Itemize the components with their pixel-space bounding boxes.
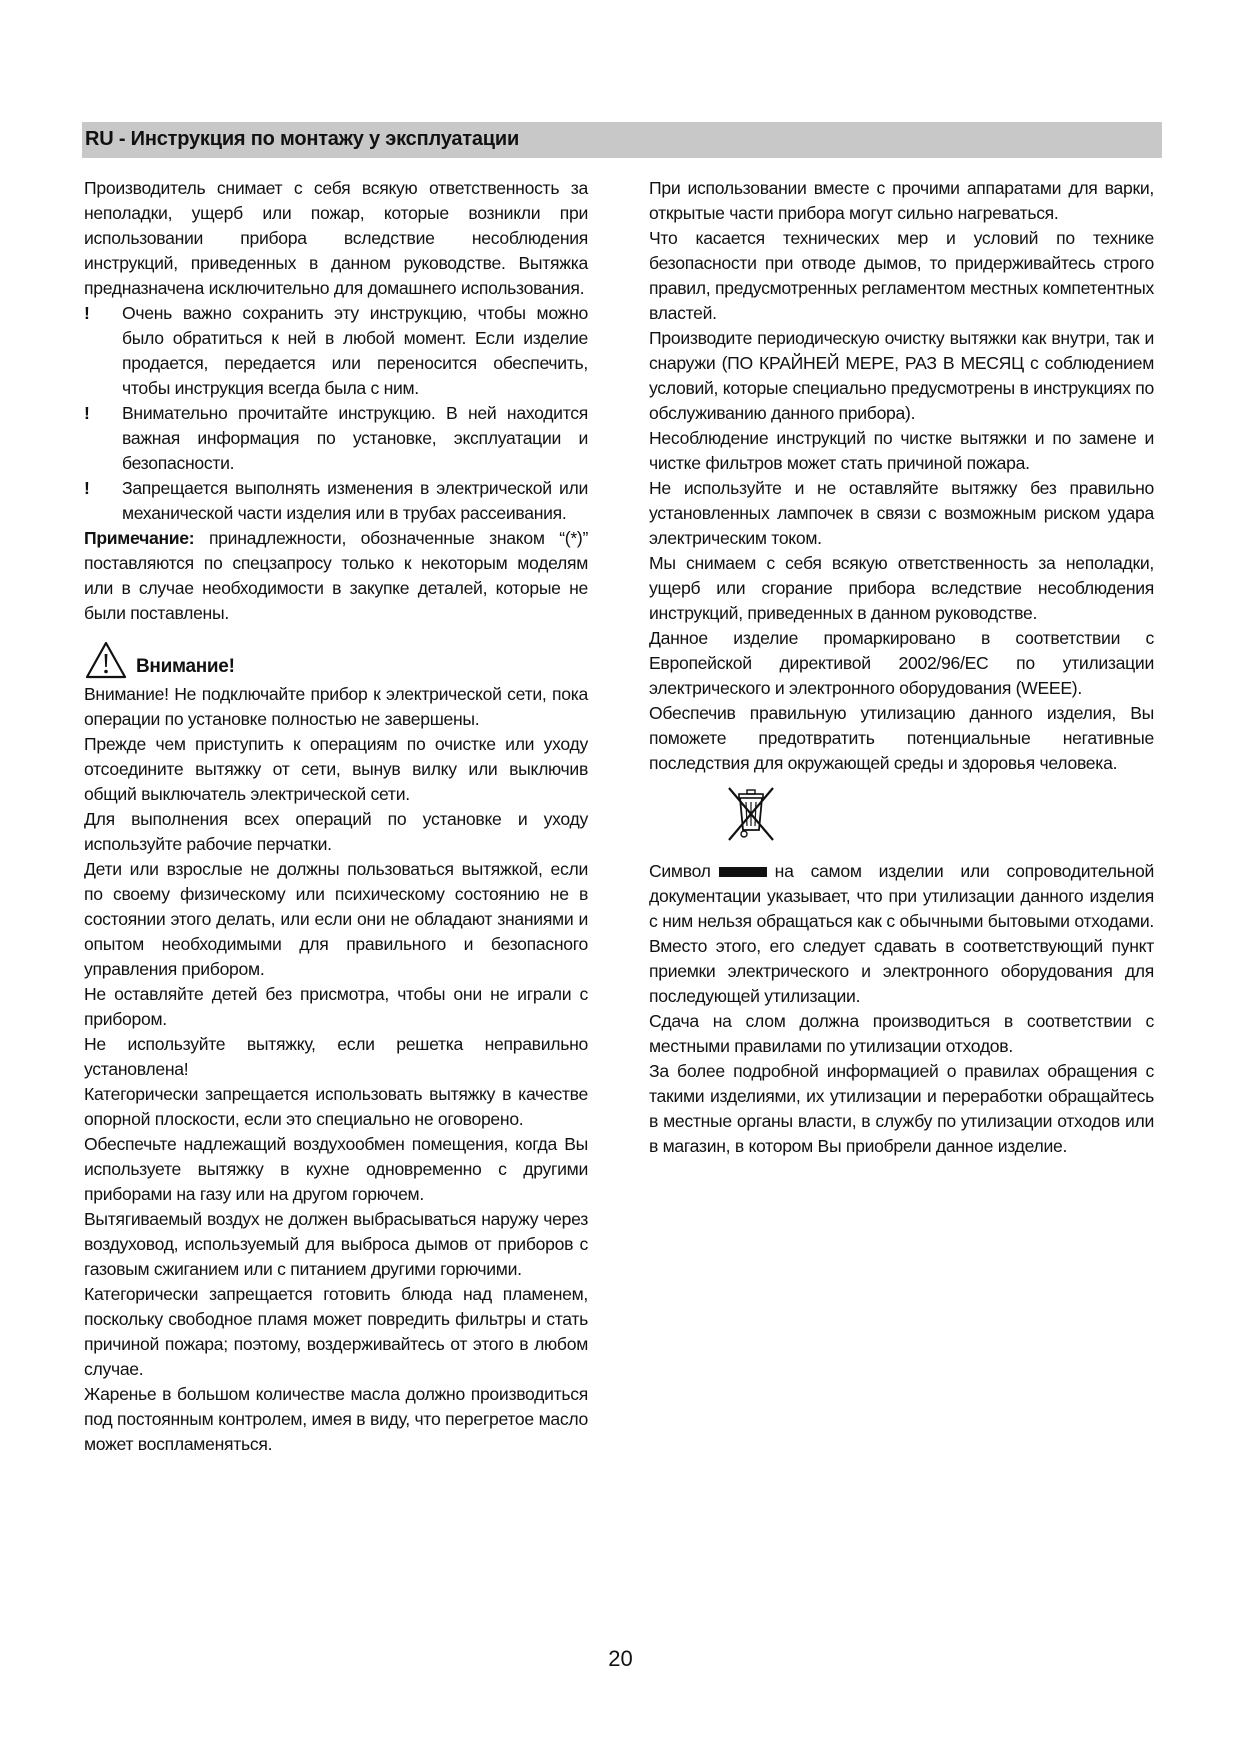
warning-item <box>84 401 588 476</box>
attention-heading <box>84 640 588 680</box>
warning-triangle-icon <box>84 640 128 680</box>
safety-paragraph: Не оставляйте детей без присмотра, чтобы они не играли с прибором. <box>84 984 588 1029</box>
page-number: 20 <box>608 1646 633 1671</box>
note-label: Примечание: <box>84 528 195 548</box>
safety-paragraph: Для выполнения всех операций по установке и уходу используйте рабочие перчатки. <box>84 809 588 854</box>
warning-text: Очень важно сохранить эту инструкцию, чтобы можно было обратиться к ней в любой момент. Если изделие продается, передается или переносится обеспечить, чтобы инструкция всегда была с ним. <box>122 303 588 398</box>
safety-paragraph: Вытягиваемый воздух не должен выбрасываться наружу через воздуховод, используемый для выброса дымов от приборов с газовым сжиганием или с питанием другими горючими. <box>84 1209 588 1279</box>
right-paragraph: Не используйте и не оставляйте вытяжку без правильно установленных лампочек в связи с возможным риском удара электрическим током. <box>649 478 1154 548</box>
symbol-paragraph <box>649 859 1154 1009</box>
symbol-suffix: на самом изделии или сопроводительной документации указывает, что при утилизации данного изделия с ним нельзя обращаться как с обычными бытовыми отходами. Вместо этого, его следует сдавать в соответствующий пункт приемки электрического и электронного оборудования для последующей утилизации. <box>649 861 1154 1006</box>
safety-paragraph: Обеспечьте надлежащий воздухообмен помещения, когда Вы используете вытяжку в кухне одновременно с другими приборами на газу или на другом горючем. <box>84 1134 588 1204</box>
right-paragraph: Что касается технических мер и условий по технике безопасности при отводе дымов, то придерживайтесь строго правил, предусмотренных регламентом местных компетентных властей. <box>649 228 1154 323</box>
right-paragraph: Данное изделие промаркировано в соответствии с Европейской директивой 2002/96/EC по утилизации электрического и электронного оборудования (WEEE). <box>649 628 1154 698</box>
note-text: принадлежности, обозначенные знаком “(*)” поставляются по спецзапросу только к некоторым моделям или в случае необходимости в закупке деталей, которые не были поставлены. <box>84 528 588 623</box>
symbol-prefix: Символ <box>649 861 711 881</box>
warning-item <box>84 476 588 526</box>
safety-paragraph: Жаренье в большом количестве масла должно производиться под постоянным контролем, имея в виду, что перегретое масло может воспламеняться. <box>84 1384 588 1454</box>
right-paragraph: За более подробной информацией о правилах обращения с такими изделиями, их утилизации и переработки обращайтесь в местные органы власти, в службу по утилизации отходов или в магазин, в котором Вы приобрели данное изделие. <box>649 1061 1154 1156</box>
exclamation-mark: ! <box>84 403 90 423</box>
right-column <box>649 176 1154 1159</box>
warning-item <box>84 301 588 401</box>
right-paragraph: Производите периодическую очистку вытяжки как внутри, так и снаружи (ПО КРАЙНЕЙ МЕРЕ, РАЗ В МЕСЯЦ с соблюдением условий, которые специально предусмотрены в инструкциях по обслуживанию данного прибора). <box>649 328 1154 423</box>
safety-paragraph: Прежде чем приступить к операциям по очистке или уходу отсоедините вытяжку от сети, вынув вилку или выключив общий выключатель электрической сети. <box>84 734 588 804</box>
safety-paragraph: Внимание! Не подключайте прибор к электрической сети, пока операции по установке полностью не завершены. <box>84 684 588 729</box>
right-paragraph: Несоблюдение инструкций по чистке вытяжки и по замене и чистке фильтров может стать причиной пожара. <box>649 428 1154 473</box>
attention-title: Внимание! <box>136 656 235 677</box>
intro-paragraph: Производитель снимает с себя всякую ответственность за неполадки, ущерб или пожар, которые возникли при использовании прибора вследствие несоблюдения инструкций, приведенных в данном руководстве. Вытяжка предназначена исключительно для домашнего использования. <box>84 178 588 298</box>
safety-paragraph: Категорически запрещается использовать вытяжку в качестве опорной плоскости, если это специально не оговорено. <box>84 1084 588 1129</box>
black-bar-symbol <box>719 867 767 877</box>
note-paragraph <box>84 526 588 626</box>
crossed-bin-icon <box>723 782 779 844</box>
section-header <box>82 122 1162 158</box>
exclamation-mark: ! <box>84 478 90 498</box>
right-paragraph: При использовании вместе с прочими аппаратами для варки, открытые части прибора могут сильно нагреваться. <box>649 178 1154 223</box>
right-paragraph: Сдача на слом должна производиться в соответствии с местными правилами по утилизации отходов. <box>649 1011 1154 1056</box>
safety-paragraph: Дети или взрослые не должны пользоваться вытяжкой, если по своему физическому или психическому состоянию не в состоянии этого делать, или если они не обладают знаниями и опытом необходимыми для правильного и безопасного управления прибором. <box>84 859 588 979</box>
safety-paragraph: Не используйте вытяжку, если решетка неправильно установлена! <box>84 1034 588 1079</box>
warning-text: Запрещается выполнять изменения в электрической или механической части изделия или в трубах рассеивания. <box>122 478 588 523</box>
left-column <box>84 176 588 1457</box>
safety-paragraph: Категорически запрещается готовить блюда над пламенем, поскольку свободное пламя может повредить фильтры и стать причиной пожара; поэтому, воздерживайтесь от этого в любом случае. <box>84 1284 588 1379</box>
right-paragraph: Мы снимаем с себя всякую ответственность за неполадки, ущерб или сгорание прибора вследствие несоблюдения инструкций, приведенных в данном руководстве. <box>649 553 1154 623</box>
right-paragraph: Обеспечив правильную утилизацию данного изделия, Вы поможете предотвратить потенциальные негативные последствия для окружающей среды и здоровья человека. <box>649 703 1154 773</box>
section-title: RU - Инструкция по монтажу у эксплуатации <box>85 128 520 150</box>
warning-text: Внимательно прочитайте инструкцию. В ней находится важная информация по установке, эксплуатации и безопасности. <box>122 403 588 473</box>
exclamation-mark: ! <box>84 303 90 323</box>
